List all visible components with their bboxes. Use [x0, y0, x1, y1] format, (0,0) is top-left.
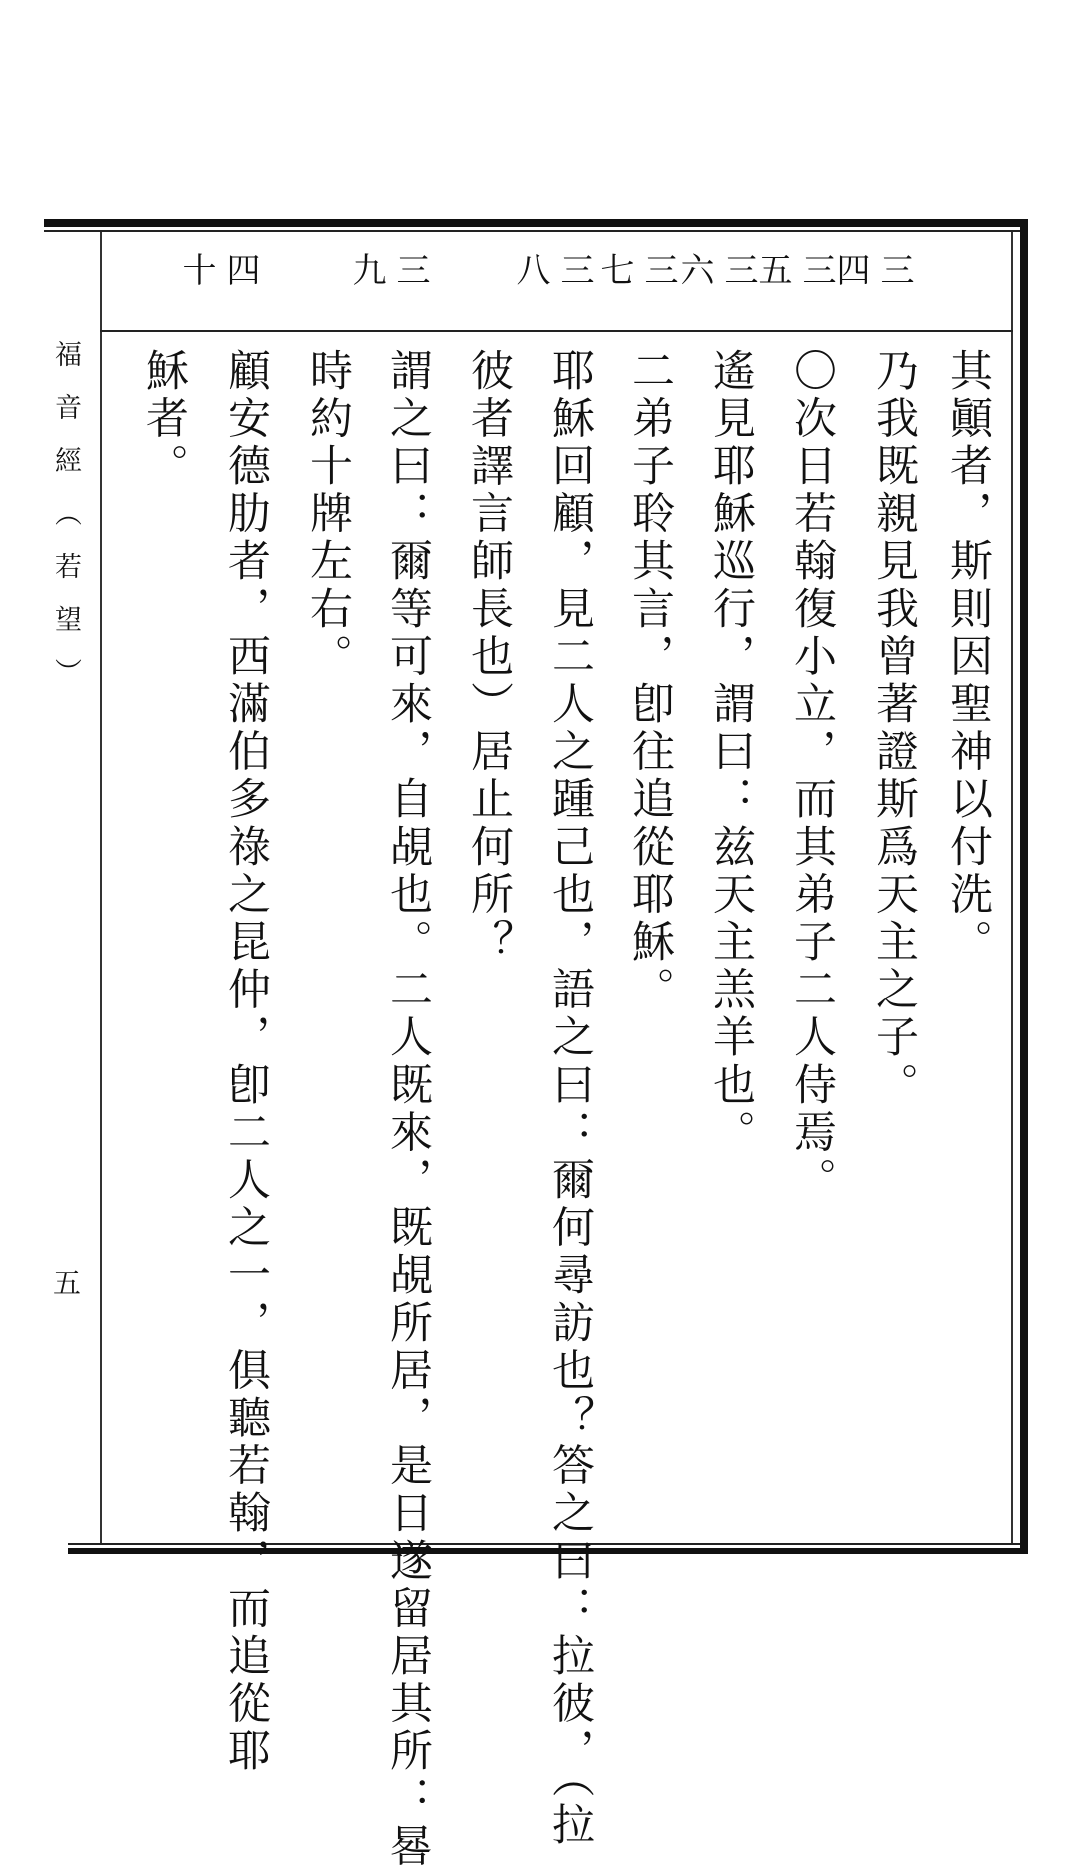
verse-number-36: 三六: [674, 252, 758, 288]
verse-number-34: 三四: [830, 252, 914, 288]
running-title: 福音經（若望）: [50, 340, 81, 711]
text-column: 謂之曰：爾等可來，自覘也。二人既來，既覘所居，是日遂留居其所：晷: [383, 348, 433, 1871]
page-number: 五: [49, 1268, 82, 1296]
verse-number-35: 三五: [752, 252, 836, 288]
text-column: 乃我既親見我曾著證斯爲天主之子。: [869, 348, 919, 1110]
verse-number-39: 三九: [346, 252, 430, 288]
text-column: 時約十牌左右。: [303, 348, 353, 682]
text-column: 遙見耶穌巡行，謂曰：兹天主羔羊也。: [706, 348, 756, 1158]
frame-top-rule: [44, 219, 1027, 227]
text-column: 穌者。: [139, 348, 189, 491]
frame-top-inner-rule: [44, 230, 1027, 232]
verse-number-37: 三七: [594, 252, 678, 288]
text-column: 彼者譯言師長也）居止何所？: [464, 348, 514, 967]
frame-right-rule: [1020, 219, 1028, 1554]
verse-number-38: 三八: [510, 252, 594, 288]
text-column: 〇次日若翰復小立，而其弟子二人侍焉。: [787, 348, 837, 1205]
text-column: 顧安德肋者，西滿伯多祿之昆仲，卽二人之一，俱聽若翰，而追從耶: [221, 348, 271, 1776]
text-column: 二弟子聆其言，卽往追從耶穌。: [625, 348, 675, 1015]
text-column: 耶穌回顧，見二人之踵己也，語之曰：爾何尋訪也？答之曰：拉彼，（拉: [545, 348, 595, 1850]
text-column: 其顚者，斯則因聖神以付洗。: [943, 348, 993, 967]
frame-left-rule: [100, 232, 102, 1543]
verse-number-separator: [100, 330, 1013, 332]
frame-right-inner-rule: [1011, 232, 1013, 1543]
verse-number-40: 四十: [176, 252, 260, 288]
